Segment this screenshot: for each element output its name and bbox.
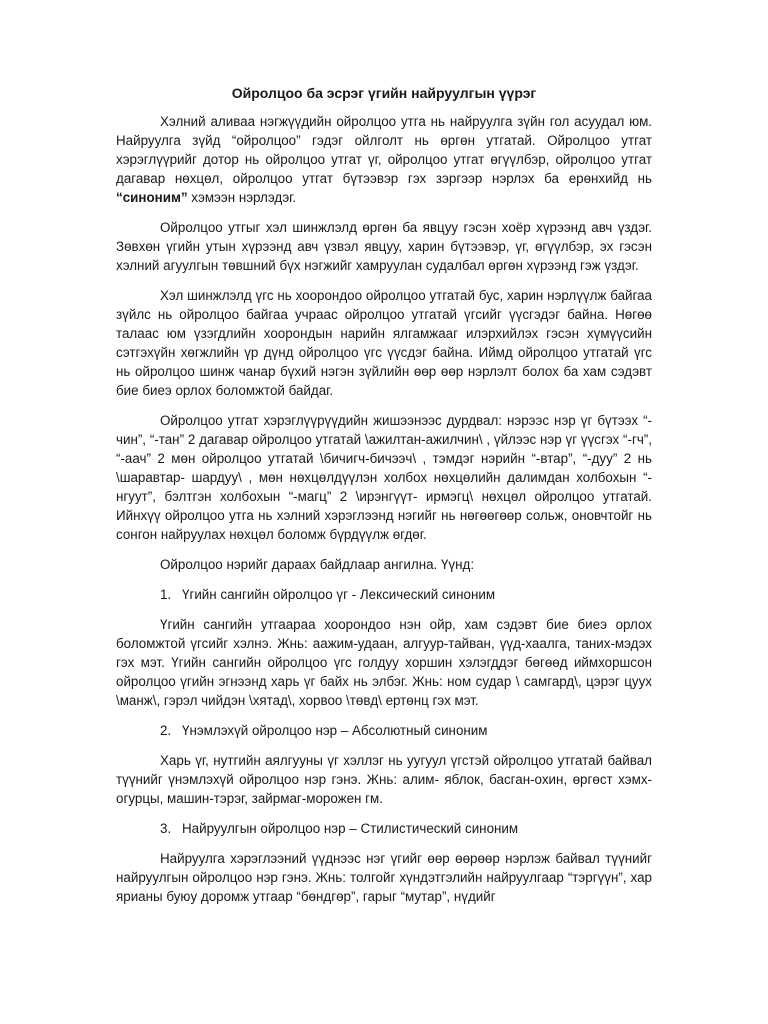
list-number: 1.	[160, 587, 172, 602]
paragraph-6: Үгийн сангийн утгаараа хоорондоо нэн ойр, хам сэдэвт бие биеэ орлох боломжтой үгсийг хэлнэ. Жнь: аажим-удаан, алгуур-тайван, үүд-хаалга, таних-мэдэх гэх мэт. Үгийн сангийн ойролцоо үгс голдуу хоршин хэлэгддэг бөгөөд иймхоршсон ойролцоо үгийн эгнээнд харь үг байх нь элбэг. Жнь: ном судар \ самгард\, цэрэг цуух \манж\, гэрэл чийдэн \хятад\, хорвоо \төвд\ ертөнц гэх мэт.	[116, 617, 652, 708]
list-heading-1	[116, 585, 652, 604]
list-number: 3.	[160, 821, 172, 836]
list-heading-text: Найруулгын ойролцоо нэр – Стилистический синоним	[182, 821, 519, 836]
document-title: Ойролцоо ба эсрэг үгийн найруулгын үүрэг	[231, 85, 537, 101]
paragraph-7: Харь үг, нутгийн аялгууны үг хэллэг нь уугуул үгстэй ойролцоо утгатай байвал түүнийг үнэмлэхүй ойролцоо нэр гэнэ. Жнь: алим- яблок, басган-охин, өргөст хэмх- огурцы, машин-тэрэг, зайрмаг-морожен гм.	[116, 753, 652, 806]
list-heading-3	[116, 819, 652, 838]
paragraph-8: Найруулга хэрэглээний үүднээс нэг үгийг өөр өөрөөр нэрлэж байвал түүнийг найруулгын ойролцоо нэр гэнэ. Жнь: толгойг хүндэтгэлийн найруулгаар “тэргүүн”, хар ярианы буюу доромж утгаар “бөндгөр”, гарыг “мутар”, нүдийг	[116, 851, 652, 904]
synonym-term: “синоним”	[116, 190, 188, 205]
list-heading-2	[116, 721, 652, 740]
paragraph-1-tail: хэмээн нэрлэдэг.	[187, 190, 297, 205]
paragraph-1-text: Хэлний аливаа нэгжүүдийн ойролцоо утга нь найруулга зүйн гол асуудал юм. Найруулга зүйд “ойролцоо” гэдэг ойлголт нь өргөн утгатай. Ойролцоо утгат хэрэглүүрийг дотор нь ойролцоо утгат үг, ойролцоо утгат өгүүлбэр, ойролцоо утгат дагавар нөхцөл, ойролцоо утгат бүтээвэр гэх зэргээр нэрлэх ба ерөнхийд нь	[116, 114, 652, 186]
paragraph-5: Ойролцоо нэрийг дараах байдлаар ангилна. Үүнд:	[160, 557, 475, 572]
list-number: 2.	[160, 723, 172, 738]
paragraph-4: Ойролцоо утгат хэрэглүүрүүдийн жишээнээс дурдвал: нэрээс нэр үг бүтээх “-чин”, “-тан” 2 дагавар ойролцоо утгатай \ажилтан-ажилчин\ , үйлээс нэр үг үүсгэх “-гч”, “-аач” 2 мөн ойролцоо утгатай \бичигч-бичээч\ , тэмдэг нэрийн “-втар”, “-дуу” 2 нь \шаравтар- шардуу\ , мөн нөхцөлдүүлэн холбох нөхцөлийн далимдан холбохын “-нгуут”, бэлтгэн холбохын “-магц” 2 \ирэнгүүт- ирмэгц\ нөхцөл ойролцоо утгатай. Ийнхүү ойролцоо утга нь хэлний хэрэглээнд нэгийг нь нөгөөгөөр сольж, оновчтойг нь сонгон найруулах нөхцөл боломж бүрдүүлж өгдөг.	[116, 413, 652, 542]
list-heading-text: Үнэмлэхүй ойролцоо нэр – Абсолютный синоним	[182, 723, 488, 738]
document-page	[116, 84, 652, 917]
paragraph-2: Ойролцоо утгыг хэл шинжлэлд өргөн ба явцуу гэсэн хоёр хүрээнд авч үздэг. Зөвхөн үгийн утын хүрээнд авч үзвэл явцуу, харин бүтээвэр, үг, өгүүлбэр, эх гэсэн хэлний агуулгын төвшний бүх нэгжийг хамруулан судалбал өргөн хүрээнд гэж үздэг.	[116, 220, 652, 273]
list-heading-text: Үгийн сангийн ойролцоо үг - Лексический синоним	[182, 587, 496, 602]
paragraph-1	[116, 112, 652, 207]
paragraph-3: Хэл шинжлэлд үгс нь хоорондоо ойролцоо утгатай бус, харин нэрлүүлж байгаа зүйлс нь ойролцоо байгаа учраас ойролцоо утгатай үгсийг үүсгэдэг байна. Нөгөө талаас юм үзэгдлийн хоорондын нарийн ялгамжааг илэрхийлэх гэсэн хүмүүсийн сэтгэхүйн хөгжлийн үр дүнд ойролцоо үгс үүсдэг байна. Иймд ойролцоо утгатай үгс нь ойролцоо шинж чанар бүхий нэгэн зүйлийн өөр өөр нэрлэлт болох ба хам сэдэвт бие биеэ орлох боломжтой байдаг.	[116, 288, 652, 398]
